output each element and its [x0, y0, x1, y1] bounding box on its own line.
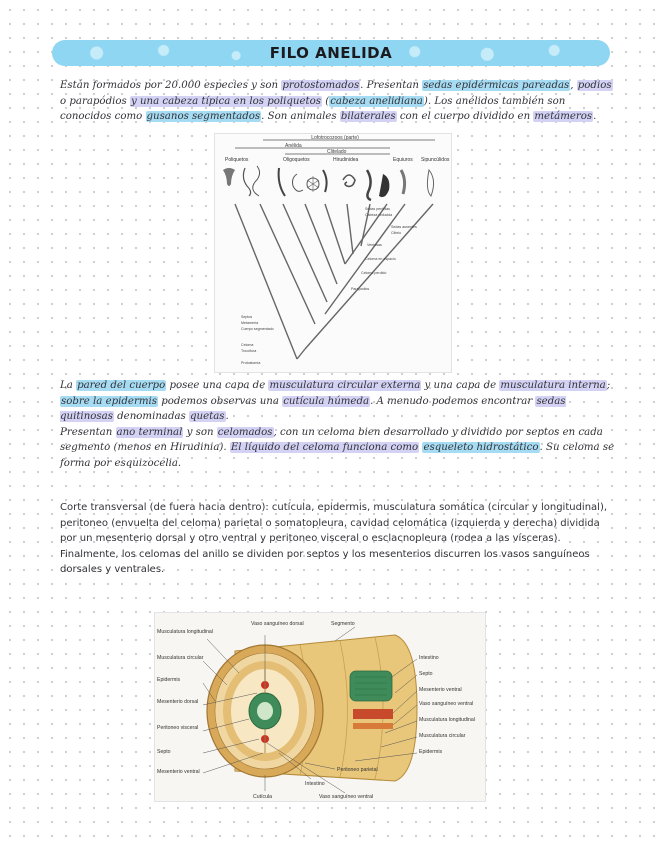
label-segmento: Segmento — [331, 621, 355, 627]
highlight: gusanos segmentados — [146, 111, 261, 122]
highlight: musculatura interna — [500, 380, 606, 391]
text-run: y una capa de — [421, 380, 500, 391]
highlight: y una cabeza típica en los poliquetos — [130, 95, 321, 107]
label-clitellata: Clitelado — [327, 149, 347, 155]
label-annelida: Anélida — [285, 143, 302, 149]
cross-section-figure — [154, 612, 486, 802]
node-label: Celoma perdido — [361, 271, 387, 275]
highlight: quetas — [190, 411, 225, 422]
label-epidermis-r: Epidermis — [419, 749, 443, 755]
node-label: Sedas perdidas — [365, 207, 390, 211]
taxon-label: Oligoquetos — [283, 157, 310, 163]
text-run: con el cuerpo dividido en — [396, 111, 534, 122]
label-musc-circ-r: Musculatura circular — [419, 733, 466, 739]
highlight: ano terminal — [116, 426, 183, 438]
label-septo-r: Septo — [419, 671, 433, 677]
label-musc-long: Musculatura longitudinal — [157, 629, 213, 635]
label-vaso-ventral-r: Vaso sanguíneo ventral — [419, 701, 474, 707]
label-musc-circ: Musculatura circular — [157, 655, 204, 661]
label-perit-parietal: Peritoneo parietal — [337, 767, 378, 773]
intro-paragraph — [60, 78, 616, 125]
label-perit-visc: Peritoneo visceral — [157, 725, 199, 731]
phylogeny-diagram — [215, 134, 451, 372]
label-intestino: Intestino — [419, 655, 439, 661]
title-banner — [52, 40, 610, 66]
label-vaso-ventral-b: Vaso sanguíneo ventral — [319, 794, 374, 800]
label-cuticula: Cutícula — [253, 794, 273, 800]
node-label: Cuerpo segmentado — [241, 327, 274, 331]
text-run: y son — [183, 426, 217, 438]
text-run: ( — [321, 95, 330, 107]
text-run: ; — [606, 380, 611, 391]
text-run: . Son animales — [261, 111, 340, 122]
highlight: El líquido del celoma funciona como — [230, 442, 419, 453]
label-epidermis: Epidermis — [157, 677, 181, 683]
text-run: denominadas — [113, 411, 190, 422]
label-mes-ventral: Mesenterio ventral — [157, 769, 200, 775]
leech-drawing — [343, 170, 389, 200]
highlight: pared del cuerpo — [77, 380, 166, 391]
node-label: Celoma — [241, 343, 254, 347]
taxon-label: Equiuros — [393, 157, 413, 163]
highlight: cabeza anelidiana — [330, 95, 423, 107]
label-mes-dorsal: Mesenterio dorsal — [157, 699, 199, 705]
taxon-label: Sipuncúlidos — [421, 157, 450, 163]
highlight: sedas epidérmicas pareadas — [423, 80, 570, 91]
text-run: . A menudo podemos encontrar — [370, 395, 536, 407]
text-run: . — [225, 411, 229, 422]
node-label: Ventosas — [367, 243, 382, 247]
highlight: protostomados — [282, 80, 360, 91]
taxon-label: Poliquetos — [225, 157, 249, 163]
label-septo: Septo — [157, 749, 171, 755]
highlight: sedas quitinosas — [60, 395, 566, 422]
label-lophotrochozoa: Lofotrocozoos (parte) — [311, 135, 359, 141]
node-label: Protostomía — [241, 361, 261, 365]
page-title: FILO ANELIDA — [269, 44, 393, 62]
highlight: metámeros — [534, 111, 593, 122]
phylogeny-figure — [214, 133, 452, 373]
echiura-drawing — [401, 170, 434, 196]
text-run: La — [60, 380, 77, 391]
label-mes-ventral-r: Mesenterio ventral — [419, 687, 462, 693]
text-run: o parapódios — [60, 95, 130, 107]
text-run: podemos observas una — [157, 395, 283, 407]
polychaete-drawing — [223, 166, 260, 196]
node-label: Parapodios — [351, 287, 370, 291]
taxon-label: Hirudinidea — [333, 157, 359, 163]
text-run: posee una capa de — [166, 380, 269, 391]
text-run: Presentan — [60, 426, 116, 438]
cross-section-paragraph: Corte transversal (de fuera hacia dentro): cutícula, epidermis, musculatura somática (circular y longitudinal), peritoneo (envuelta del celoma) parietal o somatopleura, cavidad celomática (izquierda y derecha) dividida por un mesenterio dorsal y otro ventral y peritoneo visceral o esclacnopleura (rodea a las vísceras). Finalmente, los celomas del anillo se dividen por septos y los mesenterios discurren los vasos sanguíneos dorsales y ventrales. — [60, 502, 608, 575]
node-label: Sedas ausentes — [391, 225, 417, 229]
body-wall-paragraph — [60, 378, 616, 471]
text-run: . — [593, 111, 597, 122]
text-run: ). Los anélidos también son conocidos como — [60, 95, 566, 122]
text-run: . Presentan — [360, 80, 423, 91]
node-label: Trocófora — [241, 349, 257, 353]
node-label: Clitelo — [391, 231, 401, 235]
label-intestino-b: Intestino — [305, 781, 325, 787]
highlight: cutícula húmeda — [283, 395, 370, 407]
node-label: Celoma en espacio — [365, 257, 396, 261]
oligochaete-drawing — [279, 168, 327, 196]
highlight: celomados — [217, 426, 273, 438]
text-run: , — [570, 80, 577, 91]
highlight: musculatura circular externa — [269, 380, 421, 391]
cross-section-diagram — [155, 613, 485, 801]
label-musc-long-r: Musculatura longitudinal — [419, 717, 475, 723]
text-run: , con un celoma bien desarrollado y dividido por septos en cada segmento (menos en Hirudinia). — [60, 426, 603, 453]
label-vaso-dorsal: Vaso sanguíneo dorsal — [251, 621, 304, 627]
highlight: podios — [577, 80, 612, 91]
text-run: Están formados por 20.000 especies y son — [60, 80, 282, 91]
highlight: sobre la epidermis — [61, 395, 157, 407]
node-label: Metamería — [241, 321, 259, 325]
highlight: bilaterales — [340, 111, 396, 122]
node-label: Cabeza reducida — [365, 213, 393, 217]
text-run: . Su celoma se forma por esquizocelia. — [60, 442, 615, 469]
node-label: Septos — [241, 315, 253, 319]
highlight: esqueleto hidrostático — [423, 442, 539, 453]
